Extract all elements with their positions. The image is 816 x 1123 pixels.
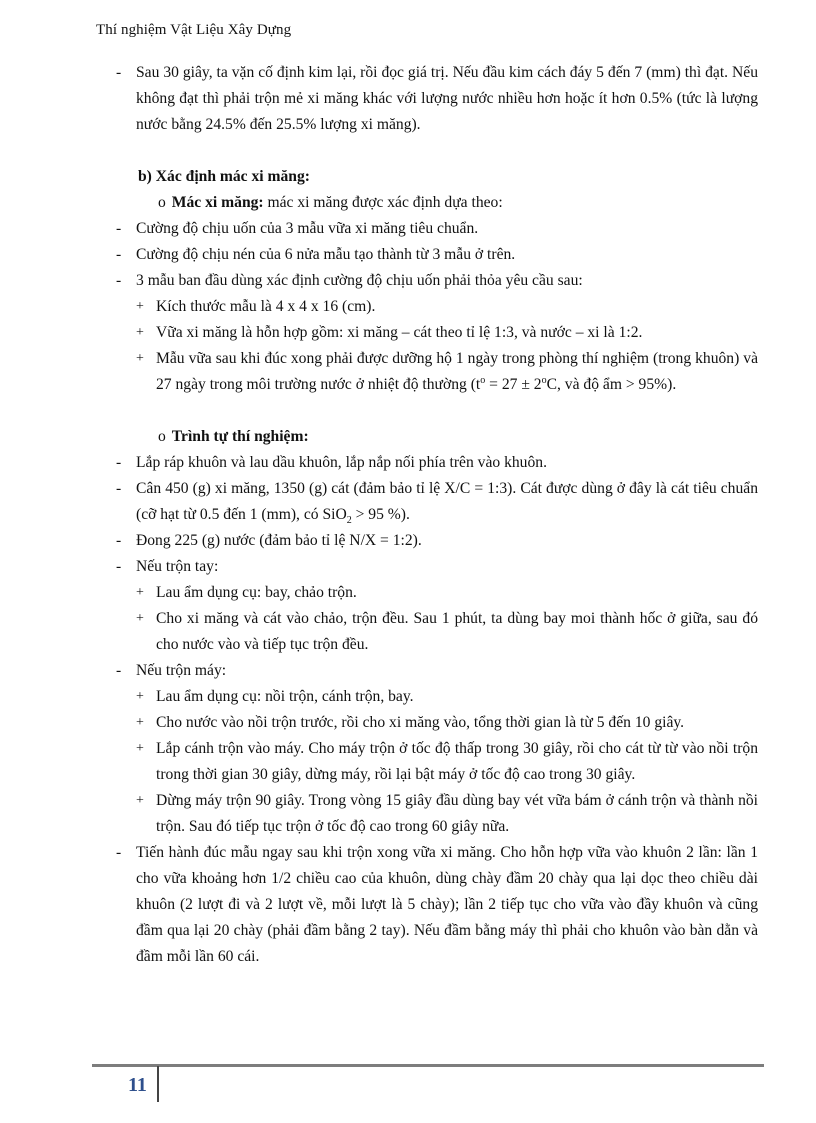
hand-mix-label: - Nếu trộn tay: xyxy=(112,554,758,580)
list-item: - 3 mẫu ban đầu dùng xác định cường độ chịu uốn phải thỏa yêu cầu sau: xyxy=(112,268,758,294)
sub-list-item-curing xyxy=(112,346,758,398)
sub-list-item: + Lau ẩm dụng cụ: bay, chảo trộn. xyxy=(112,580,758,606)
running-header: Thí nghiệm Vật Liệu Xây Dựng xyxy=(96,22,292,38)
circle-bullet-icon: o xyxy=(158,428,166,445)
list-item: - Đong 225 (g) nước (đảm bảo tỉ lệ N/X = 1:2). xyxy=(112,528,758,554)
curing-text-b: = 27 ± 2 xyxy=(485,376,542,393)
page-body xyxy=(112,60,758,970)
sub-list-item: + Lắp cánh trộn vào máy. Cho máy trộn ở tốc độ thấp trong 30 giây, rồi cho cát từ từ vào nồi trộn trong thời gian 30 giây, dừng máy, rồi lại bật máy ở tốc độ cao trong 30 giây. xyxy=(112,736,758,788)
degree-sup: o xyxy=(480,374,486,386)
step2-text-b: > 95 %). xyxy=(351,506,410,523)
footer-rule xyxy=(92,1064,764,1067)
procedure-heading xyxy=(112,424,758,450)
footer-divider xyxy=(157,1066,159,1102)
curing-text-c: C, và độ ẩm > 95%). xyxy=(546,376,677,393)
subscript: 2 xyxy=(346,515,352,527)
list-item: - Cường độ chịu nén của 6 nửa mẫu tạo thành từ 3 mẫu ở trên. xyxy=(112,242,758,268)
mac-label: Mác xi măng: xyxy=(171,194,264,211)
list-item: - Lắp ráp khuôn và lau dầu khuôn, lắp nắp nối phía trên vào khuôn. xyxy=(112,450,758,476)
degree-sup: o xyxy=(541,374,547,386)
sub-list-item: + Dừng máy trộn 90 giây. Trong vòng 15 giây đầu dùng bay vét vữa bám ở cánh trộn và thành nồi trộn. Sau đó tiếp tục trộn ở tốc độ cao trong 60 giây nữa. xyxy=(112,788,758,840)
step2-text-a: Cân 450 (g) xi măng, 1350 (g) cát (đảm bảo tỉ lệ X/C = 1:3). Cát được dùng ở đây là cát tiêu chuẩn (cỡ hạt từ 0.5 đến 1 (mm), có SiO xyxy=(136,480,758,523)
sub-list-item: + Cho xi măng và cát vào chảo, trộn đều. Sau 1 phút, ta dùng bay moi thành hốc ở giữa, sau đó cho nước vào và tiếp tục trộn đều. xyxy=(112,606,758,658)
top-list-item: - Sau 30 giây, ta vặn cố định kim lại, rồi đọc giá trị. Nếu đầu kim cách đáy 5 đến 7 (mm) thì đạt. Nếu không đạt thì phải trộn mẻ xi măng khác với lượng nước nhiều hơn hoặc ít hơn 0.5% (tức là lượng nước bằng 24.5% đến 25.5% lượng xi măng). xyxy=(112,60,758,138)
section-heading-b: b) Xác định mác xi măng: xyxy=(138,168,310,185)
sub-list-item: + Kích thước mẫu là 4 x 4 x 16 (cm). xyxy=(112,294,758,320)
sub-list-item: + Cho nước vào nồi trộn trước, rồi cho xi măng vào, tổng thời gian là từ 5 đến 10 giây. xyxy=(112,710,758,736)
list-item: - Tiến hành đúc mẫu ngay sau khi trộn xong vữa xi măng. Cho hỗn hợp vữa vào khuôn 2 lần: lần 1 cho vữa khoảng hơn 1/2 chiều cao của khuôn, dùng chày đầm 20 chày qua lại dọc theo chiều dài khuôn (2 lượt đi và 2 lượt về, mỗi lượt là 5 chày); lần 2 tiếp tục cho vữa vào đầy khuôn và cũng đầm qua lại 20 chày (phải đầm bằng 2 tay). Nếu đầm bằng máy thì phải cho khuôn vào bàn dằn và đầm mỗi lần 60 cái. xyxy=(112,840,758,970)
curing-text-a: Mẫu vữa sau khi đúc xong phải được dưỡng hộ 1 ngày trong phòng thí nghiệm (trong khuôn) và 27 ngày trong môi trường nước ở nhiệt độ thường (t xyxy=(156,350,758,393)
machine-mix-label: - Nếu trộn máy: xyxy=(112,658,758,684)
mac-text: mác xi măng được xác định dựa theo: xyxy=(263,194,503,211)
page-number: 11 xyxy=(128,1074,147,1096)
procedure-title: Trình tự thí nghiệm: xyxy=(171,428,309,445)
circle-bullet-icon: o xyxy=(158,194,166,211)
mac-definition xyxy=(112,190,758,216)
sub-list-item: + Lau ẩm dụng cụ: nồi trộn, cánh trộn, bay. xyxy=(112,684,758,710)
list-item: - Cường độ chịu uốn của 3 mẫu vữa xi măng tiêu chuẩn. xyxy=(112,216,758,242)
sub-list-item: + Vữa xi măng là hỗn hợp gồm: xi măng – cát theo tỉ lệ 1:3, và nước – xi là 1:2. xyxy=(112,320,758,346)
list-item-step2 xyxy=(112,476,758,528)
